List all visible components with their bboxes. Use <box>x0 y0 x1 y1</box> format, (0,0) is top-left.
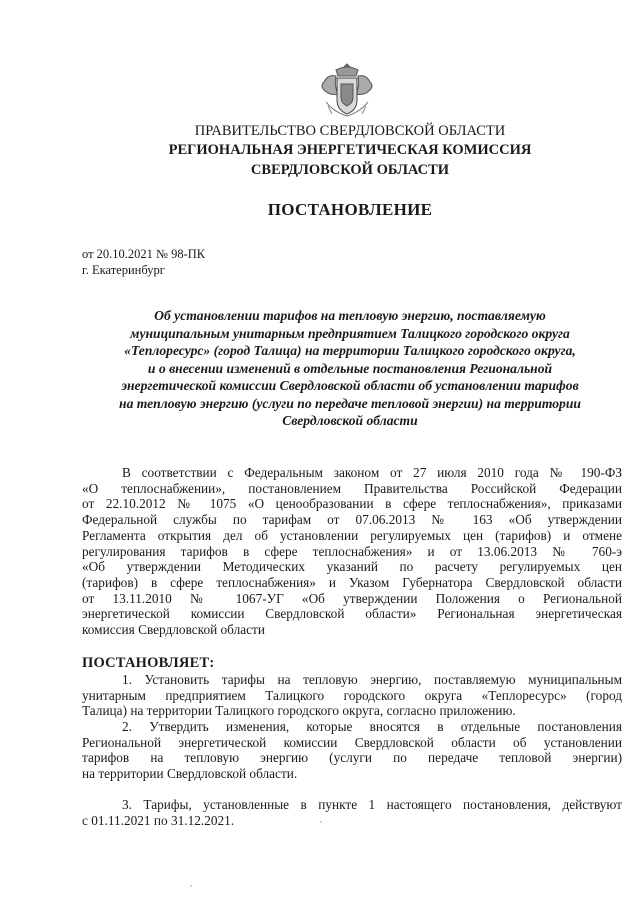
subject-line: и о внесении изменений в отдельные постановления Региональной <box>147 360 553 376</box>
clause-2 <box>82 719 622 782</box>
subject-line: Свердловской области <box>282 413 418 428</box>
preamble-line: Регламента открытия дел об установлении регулируемых цен (тарифов) и отмене <box>82 527 622 543</box>
preamble-line: регулирования тарифов в сфере теплоснабжения» и от 13.06.2013 № 760-э <box>82 543 622 559</box>
preamble-line: Федеральной службы по тарифам от 07.06.2013 № 163 «Об утверждении <box>82 512 622 528</box>
document-city: г. Екатеринбург <box>82 263 165 277</box>
subject-line: энергетической комиссии Свердловской области об установлении тарифов <box>121 378 579 393</box>
document-subject <box>80 307 620 430</box>
clause-line: с 01.11.2021 по 31.12.2021. <box>82 812 235 828</box>
resolves-heading: ПОСТАНОВЛЯЕТ: <box>82 655 215 671</box>
clause-line: на территории Свердловской области. <box>82 766 298 782</box>
clause-1 <box>82 672 622 719</box>
clause-line: 1. Установить тарифы на тепловую энергию, поставляемую муниципальным <box>122 672 622 687</box>
commission-region: СВЕРДЛОВСКОЙ ОБЛАСТИ <box>250 162 450 178</box>
clause-line: тарифов на тепловую энергию (услуги по передаче тепловой энергии) <box>82 750 622 766</box>
coat-of-arms-icon <box>318 60 376 122</box>
clause-line: 2. Утвердить изменения, которые вносятся в отдельные постановления <box>122 719 622 734</box>
preamble-paragraph <box>82 465 622 638</box>
preamble-line: энергетической комиссии Свердловской области» Региональная энергетическая <box>82 606 622 622</box>
clause-line: 3. Тарифы, установленные в пункте 1 настоящего постановления, действуют <box>122 797 622 812</box>
clause-3 <box>82 797 622 828</box>
government-name: ПРАВИТЕЛЬСТВО СВЕРДЛОВСКОЙ ОБЛАСТИ <box>194 123 506 139</box>
preamble-line: от 13.11.2010 № 1067-УГ «Об утверждении Положения о Региональной <box>82 590 622 606</box>
subject-line: «Теплоресурс» (город Талица) на территории Талицкого городского округа, <box>124 343 576 358</box>
clause-line: Региональной энергетической комиссии Свердловской области об установлении <box>82 734 622 750</box>
scan-speck <box>190 885 192 887</box>
preamble-line: «О теплоснабжении», постановлением Правительства Российской Федерации <box>82 480 622 496</box>
clause-line: Талица) на территории Талицкого городского округа, согласно приложению. <box>82 703 516 719</box>
preamble-line: «Об утверждении Методических указаний по расчету регулируемых цен <box>82 559 622 575</box>
scan-speck <box>320 821 322 823</box>
preamble-line: В соответствии с Федеральным законом от 27 июля 2010 года № 190-ФЗ <box>122 465 622 480</box>
preamble-line: комиссия Свердловской области <box>82 622 265 638</box>
document-date-number: от 20.10.2021 № 98-ПК <box>82 247 206 261</box>
clause-line: унитарным предприятием Талицкого городского округа «Теплоресурс» (город <box>82 687 622 703</box>
preamble-line: (тарифов) в сфере теплоснабжения» и Указом Губернатора Свердловской области <box>82 574 622 590</box>
commission-name: РЕГИОНАЛЬНАЯ ЭНЕРГЕТИЧЕСКАЯ КОМИССИЯ <box>168 142 532 158</box>
preamble-line: от 22.10.2012 № 1075 «О ценообразовании в сфере теплоснабжения», приказами <box>82 496 622 512</box>
subject-line: на тепловую энергию (услуги по передаче тепловой энергии) на территории <box>119 395 581 411</box>
subject-line: муниципальным унитарным предприятием Талицкого городского округа <box>130 325 570 341</box>
subject-line: Об установлении тарифов на тепловую энергию, поставляемую <box>154 308 546 323</box>
document-title: ПОСТАНОВЛЕНИЕ <box>267 200 433 219</box>
